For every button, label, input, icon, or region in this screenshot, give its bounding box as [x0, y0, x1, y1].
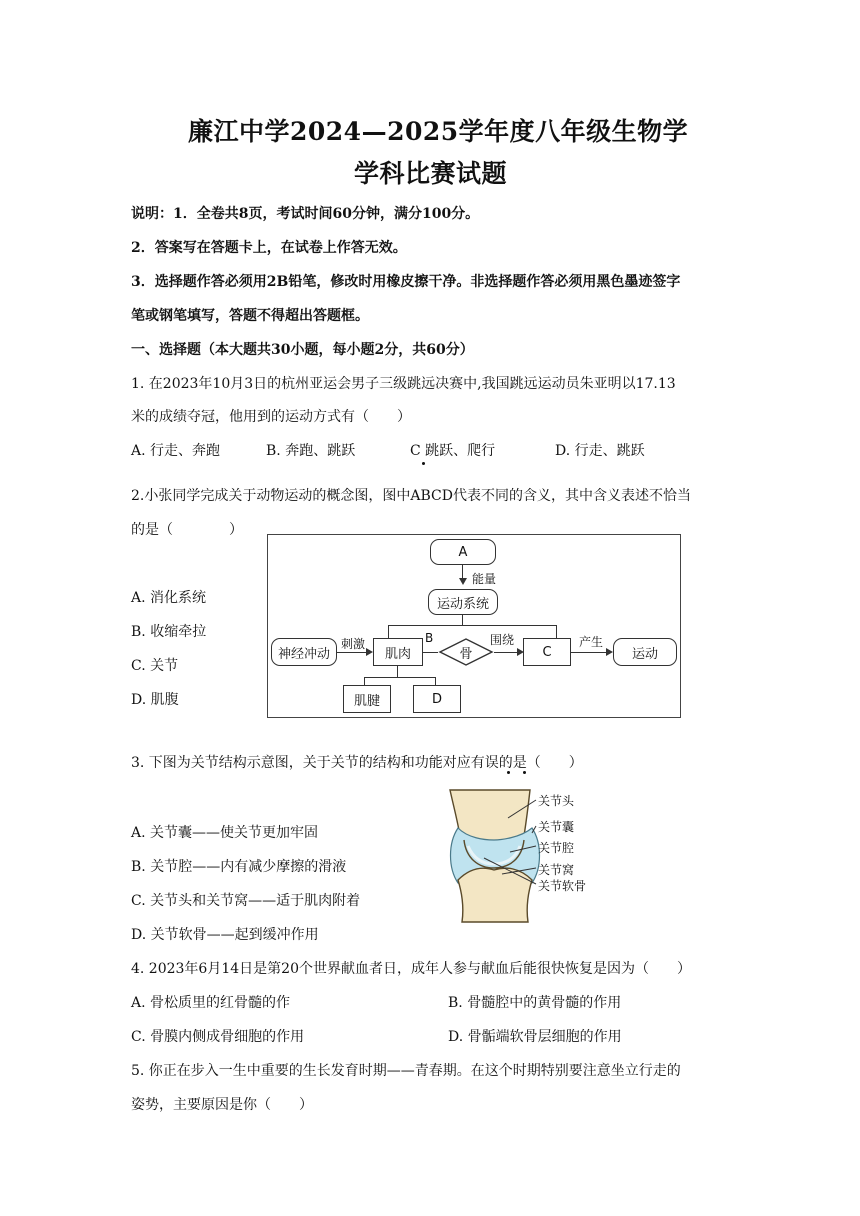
connector — [462, 565, 463, 579]
q3-line1: 3. 下图为关节结构示意图，关于关节的结构和功能对应有误的是（ ） — [131, 755, 583, 771]
node-d: D — [413, 685, 461, 713]
q2-line1: 2.小张同学完成关于动物运动的概念图，图中ABCD代表不同的含义，其中含义表述不恰当 — [131, 488, 691, 504]
connector — [364, 677, 365, 685]
bone-label: 骨 — [459, 646, 473, 662]
q5-line2: 姿势，主要原因是你（ ） — [131, 1097, 313, 1113]
q1-line2: 米的成绩夺冠，他用到的运动方式有（ ） — [131, 409, 411, 425]
q2-option-b: B. 收缩牵拉 — [131, 624, 207, 640]
node-muscle: 肌肉 — [373, 638, 423, 666]
q5-line1: 5. 你正在步入一生中重要的生长发育时期——青春期。在这个时期特别要注意坐立行走的 — [131, 1063, 681, 1079]
q3-option-c: C. 关节头和关节窝——适于肌肉附着 — [131, 893, 361, 909]
q1-option-c: C 跳跃、爬行 — [410, 443, 496, 459]
label-b: B — [425, 631, 434, 645]
q4-option-b: B. 骨髓腔中的黄骨髓的作用 — [448, 995, 622, 1011]
q1-line1: 1. 在2023年10月3日的杭州亚运会男子三级跳远决赛中,我国跳远运动员朱亚明以17.13 — [131, 376, 676, 392]
q4-line1: 4. 2023年6月14日是第20个世界献血者日，成年人参与献血后能很快恢复是因为（ ） — [131, 961, 691, 977]
node-movement: 运动 — [613, 638, 677, 666]
label-produce: 产生 — [579, 635, 604, 649]
node-a: A — [430, 539, 496, 565]
q3-option-b: B. 关节腔——内有减少摩擦的滑液 — [131, 859, 347, 875]
q2-option-a: A. 消化系统 — [131, 590, 207, 606]
q1-option-b: B. 奔跑、跳跃 — [266, 443, 356, 459]
q2-option-c: C. 关节 — [131, 658, 179, 674]
joint-label-capsule: 关节囊 — [538, 820, 575, 834]
node-bone — [438, 637, 494, 667]
page-subtitle: 学科比赛试题 — [354, 159, 508, 188]
section-heading: 一、选择题（本大题共30小题，每小题2分，共60分） — [131, 342, 474, 358]
q2-option-d: D. 肌腹 — [131, 692, 179, 708]
label-stimulate: 刺激 — [341, 637, 366, 651]
node-c: C — [523, 638, 571, 666]
q2-line2: 的是（ ） — [131, 522, 243, 538]
connector — [494, 652, 518, 653]
connector — [388, 625, 557, 626]
connector — [435, 677, 436, 685]
connector — [571, 652, 607, 653]
instruction-2: 2．答案写在答题卡上，在试卷上作答无效。 — [131, 240, 407, 256]
joint-label-cartilage: 关节软骨 — [538, 879, 587, 893]
q4-option-a: A. 骨松质里的红骨髓的作 — [131, 995, 291, 1011]
node-nerve-impulse: 神经冲动 — [271, 638, 337, 666]
label-energy: 能量 — [472, 572, 497, 586]
emphasis-dot — [422, 462, 425, 465]
connector — [397, 666, 398, 677]
emphasis-dot — [507, 771, 510, 774]
joint-label-cavity: 关节腔 — [538, 841, 575, 855]
q3-option-d: D. 关节软骨——起到缓冲作用 — [131, 927, 319, 943]
joint-figure — [440, 788, 620, 923]
q4-option-d: D. 骨骺端软骨层细胞的作用 — [448, 1029, 622, 1045]
instruction-3b: 笔或钢笔填写，答题不得超出答题框。 — [131, 308, 369, 324]
emphasis-dot — [523, 771, 526, 774]
q4-option-c: C. 骨膜内侧成骨细胞的作用 — [131, 1029, 305, 1045]
joint-label-head: 关节头 — [538, 794, 575, 808]
instruction-3a: 3．选择题作答必须用2B铅笔，修改时用橡皮擦干净。非选择题作答必须用黑色墨迹签字 — [131, 274, 681, 290]
connector — [556, 625, 557, 639]
page-title: 廉江中学2024—2025学年度八年级生物学 — [188, 117, 689, 146]
arrow-right-icon — [366, 648, 373, 656]
joint-label-socket: 关节窝 — [538, 863, 575, 877]
instruction-1: 说明：1．全卷共8页，考试时间60分钟，满分100分。 — [131, 206, 480, 222]
connector — [462, 615, 463, 625]
concept-diagram — [267, 534, 681, 718]
label-around: 围绕 — [490, 633, 515, 647]
connector — [388, 625, 389, 639]
q1-option-a: A. 行走、奔跑 — [131, 443, 221, 459]
arrow-right-icon — [606, 648, 613, 656]
node-tendon: 肌腱 — [343, 685, 391, 713]
connector — [337, 652, 367, 653]
node-motor-system: 运动系统 — [428, 589, 498, 615]
q3-option-a: A. 关节囊——使关节更加牢固 — [131, 825, 319, 841]
q1-option-d: D. 行走、跳跃 — [555, 443, 645, 459]
connector — [423, 652, 438, 653]
connector — [364, 677, 436, 678]
arrow-down-icon — [459, 578, 467, 585]
